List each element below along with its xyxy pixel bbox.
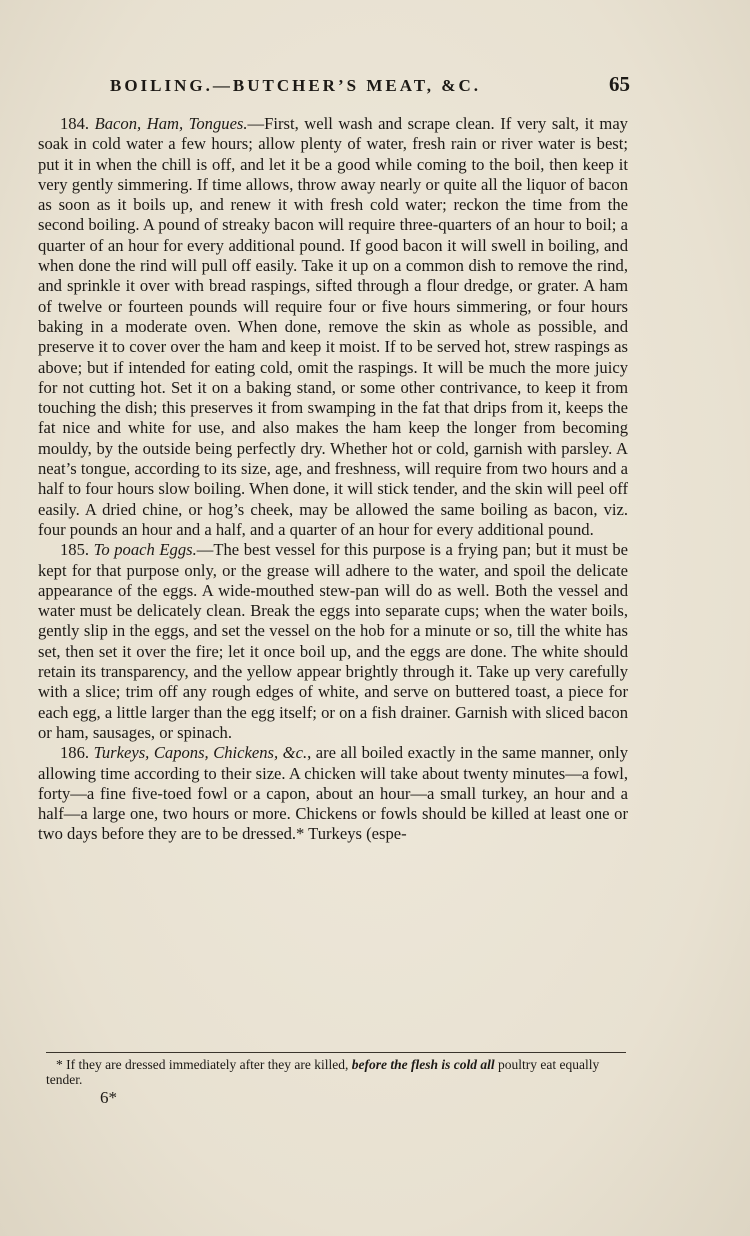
paragraph-number: 184. — [60, 114, 90, 133]
page-number: 65 — [609, 72, 630, 96]
paragraph-text: —The best vessel for this purpose is a frying pan; but it must be kept for that purpose only, or the grease will adhere to the water, and spoil the delicate appearance of the eggs. A wide-mouthed stew-pan will do as well. Both the vessel and water must be delicately clean. Break the eggs into separate cups; when the water boils, gently slip in the eggs, and set the vessel on the hob for a minute or so, till the white has set, then set it over the fire; let it once boil up, and the eggs are done. The white should retain its transparency, and the yellow appear brightly through it. Take up very carefully with a slice; trim off any rough edges of white, and serve on buttered toast, a piece for each egg, a little larger than the egg itself; or on a fish drainer. Garnish with sliced bacon or ham, sausages, or spinach. — [38, 540, 628, 742]
paragraph-heading: To poach Eggs. — [93, 540, 197, 560]
paragraph-heading: Turkeys, Capons, Chickens, &c. — [93, 743, 308, 763]
paragraph-number: 185. — [60, 540, 90, 560]
footnote — [46, 1057, 636, 1087]
footnote-rule — [46, 1052, 626, 1053]
body-text — [38, 114, 628, 845]
paragraph-text: —First, well wash and scrape clean. If very salt, it may soak in cold water a few hours; allow plenty of water, fresh rain or river water is best; put it in when the chill is off, and let it be a good while coming to the boil, then keep it very gently simmering. If time allows, throw away nearly or quite all the liquor of bacon as soon as it boils up, and renew it with fresh cold water; reckon the time from the second boiling. A pound of streaky bacon will require three-quarters of an hour to boil; a quarter of an hour for every additional pound. If good bacon it will swell in boiling, and when done the rind will pull off easily. Take it up on a common dish to remove the rind, and sprinkle it over with bread raspings, sifted through a flour dredge, or grater. A ham of twelve or fourteen pounds will require four or five hours simmering, or four hours baking in a moderate oven. When done, remove the skin as whole as possible, and preserve it to cover over the ham and keep it moist. If to be served hot, strew raspings as above; but if intended for eating cold, omit the raspings. It will be much the more juicy for not cutting hot. Set it on a baking stand, or some other contrivance, to keep it from touching the dish; this preserves it from swamping in the fat that drips from it, keeps the fat nice and white for use, and also makes the ham keep the longer from becoming mouldy, by the outside being perfectly dry. Whether hot or cold, garnish with parsley. A neat’s tongue, according to its size, age, and freshness, will require from two hours and a half to four hours slow boiling. When done, it will stick tender, and the skin will peel off easily. A dried chine, or hog’s cheek, may be allowed the same boiling as bacon, viz. four pounds an hour and a half, and a quarter of an hour for every additional pound. — [38, 114, 628, 539]
running-title: BOILING.—BUTCHER’S MEAT, &C. — [110, 76, 481, 95]
footnote-text: * If they are dressed immediately after they are killed, — [56, 1057, 352, 1072]
paragraph-number: 186. — [60, 743, 90, 763]
footnote-text-end: poultry eat equally tender. — [46, 1057, 600, 1087]
paragraph-184 — [38, 114, 628, 540]
paragraph-text: , are all boiled exactly in the same manner, only allowing time according to their size. A chicken will take about twenty minutes—a fowl, forty—a fine five-toed fowl or a capon, about an hour—a small turkey, an hour and a half—a large one, two hours or more. Chickens or fowls should be killed at least one or two days before they are to be dressed.* Turkeys (espe- — [38, 743, 628, 844]
footnote-emphasis: before the flesh is cold all — [351, 1057, 495, 1072]
signature-mark: 6* — [100, 1088, 117, 1107]
paragraph-185 — [38, 540, 628, 743]
paragraph-heading: Bacon, Ham, Tongues. — [94, 114, 248, 133]
paragraph-186 — [38, 743, 628, 844]
